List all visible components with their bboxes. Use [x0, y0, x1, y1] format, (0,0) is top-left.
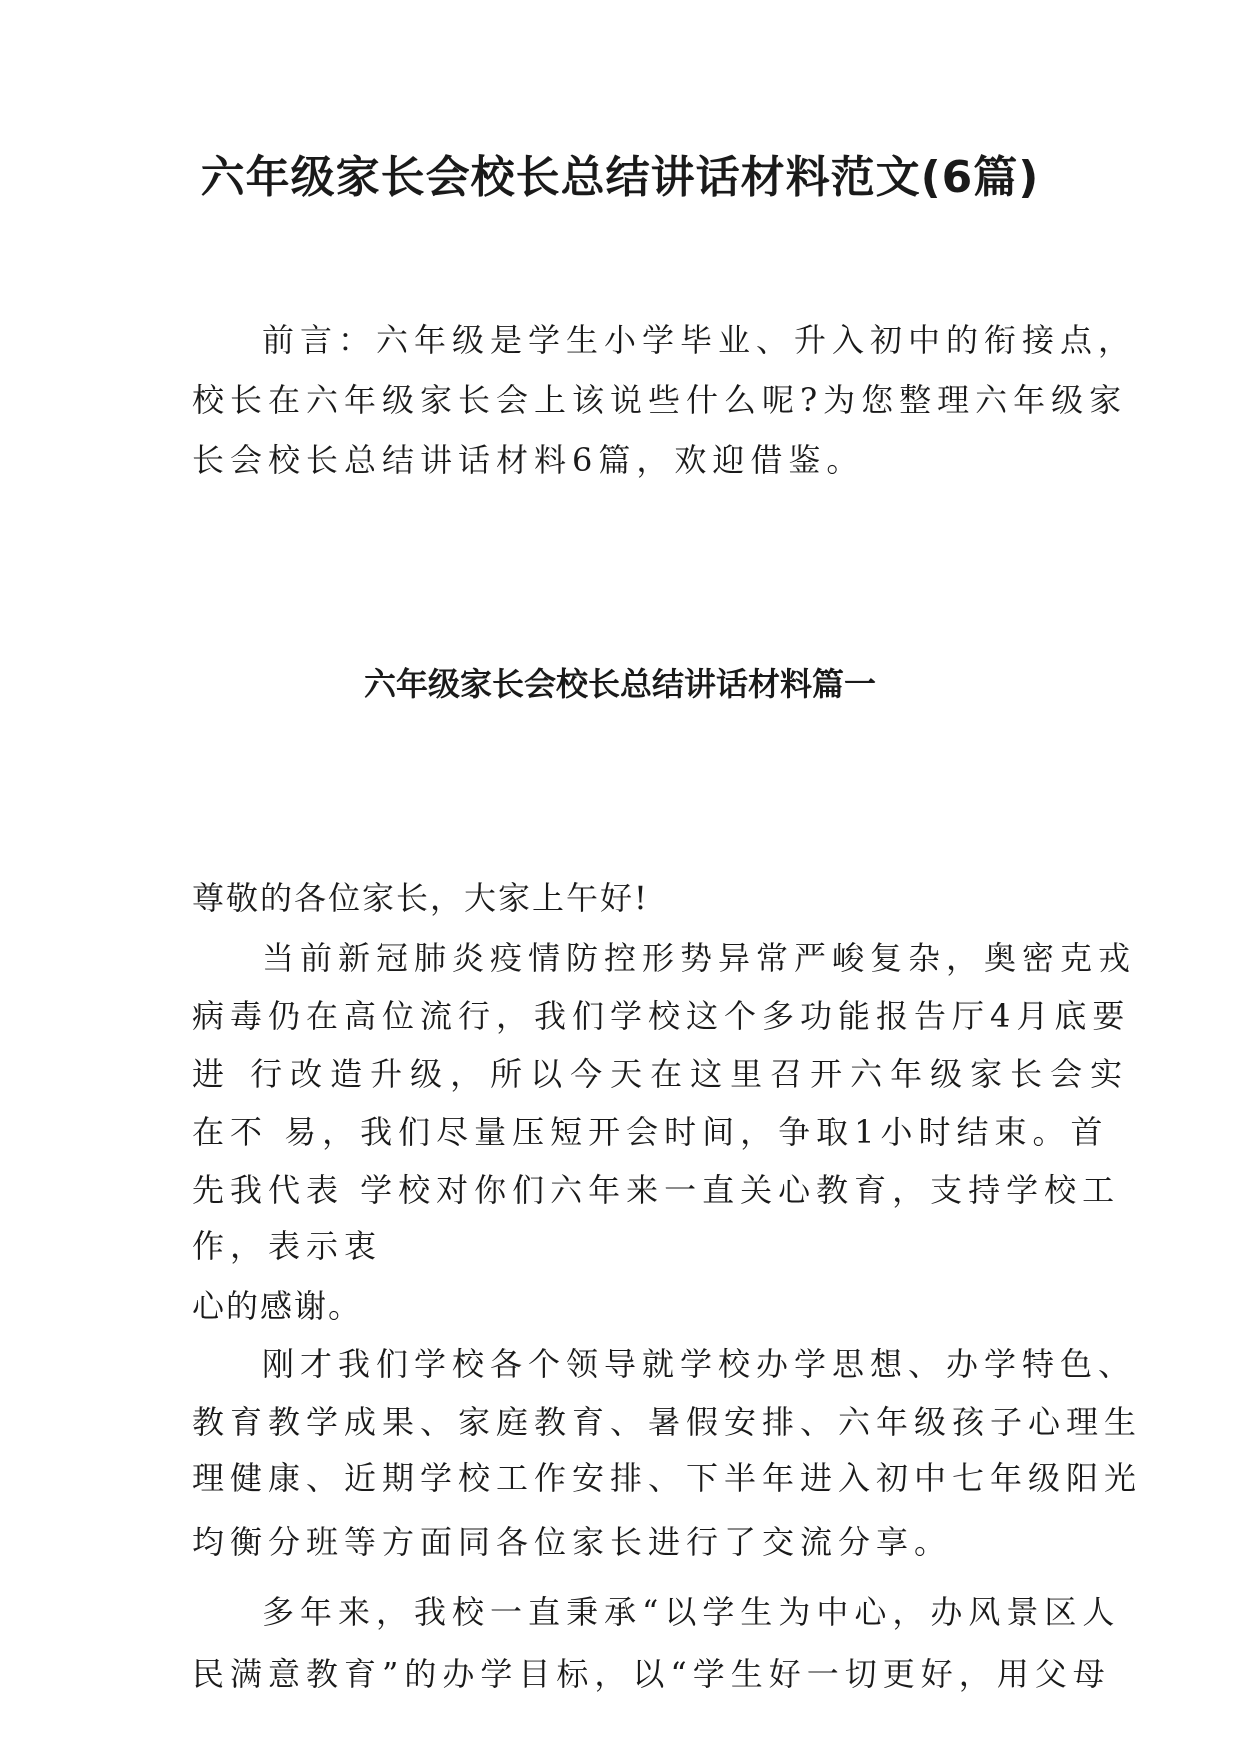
paragraph-line: 进 行改造升级，所以今天在这里召开六年级家长会实: [192, 1055, 1131, 1093]
section-title: 六年级家长会校长总结讲话材料篇一: [363, 665, 876, 703]
preface-line: 前言：六年级是学生小学毕业、升入初中的衔接点，: [262, 321, 1137, 359]
preface-line: 长会校长总结讲话材料6篇，欢迎借鉴。: [192, 441, 865, 479]
preface-line: 校长在六年级家长会上该说些什么呢?为您整理六年级家: [192, 381, 1128, 419]
paragraph-line: 民满意教育”的办学目标，以“学生好一切更好，用父母: [192, 1655, 1111, 1693]
paragraph-line: 当前新冠肺炎疫情防控形势异常严峻复杂，奥密克戎: [262, 939, 1137, 977]
paragraph-line: 教育教学成果、家庭教育、暑假安排、六年级孩子心理生: [192, 1403, 1143, 1441]
paragraph-line: 均衡分班等方面同各位家长进行了交流分享。: [192, 1523, 953, 1561]
paragraph-line: 心的感谢。: [192, 1287, 363, 1325]
paragraph-line: 作，表示衷: [192, 1227, 383, 1265]
paragraph-line: 在不 易，我们尽量压短开会时间，争取1小时结束。首: [192, 1113, 1109, 1151]
paragraph-line: 多年来，我校一直秉承“以学生为中心，办风景区人: [262, 1593, 1121, 1631]
paragraph-line: 先我代表 学校对你们六年来一直关心教育，支持学校工: [192, 1171, 1121, 1209]
greeting-line: 尊敬的各位家长，大家上午好!: [192, 879, 649, 917]
paragraph-line: 病毒仍在高位流行，我们学校这个多功能报告厅4月底要: [192, 997, 1131, 1035]
paragraph-line: 刚才我们学校各个领导就学校办学思想、办学特色、: [262, 1345, 1137, 1383]
paragraph-line: 理健康、近期学校工作安排、下半年进入初中七年级阳光: [192, 1459, 1143, 1497]
document-title: 六年级家长会校长总结讲话材料范文(6篇): [200, 152, 1040, 203]
